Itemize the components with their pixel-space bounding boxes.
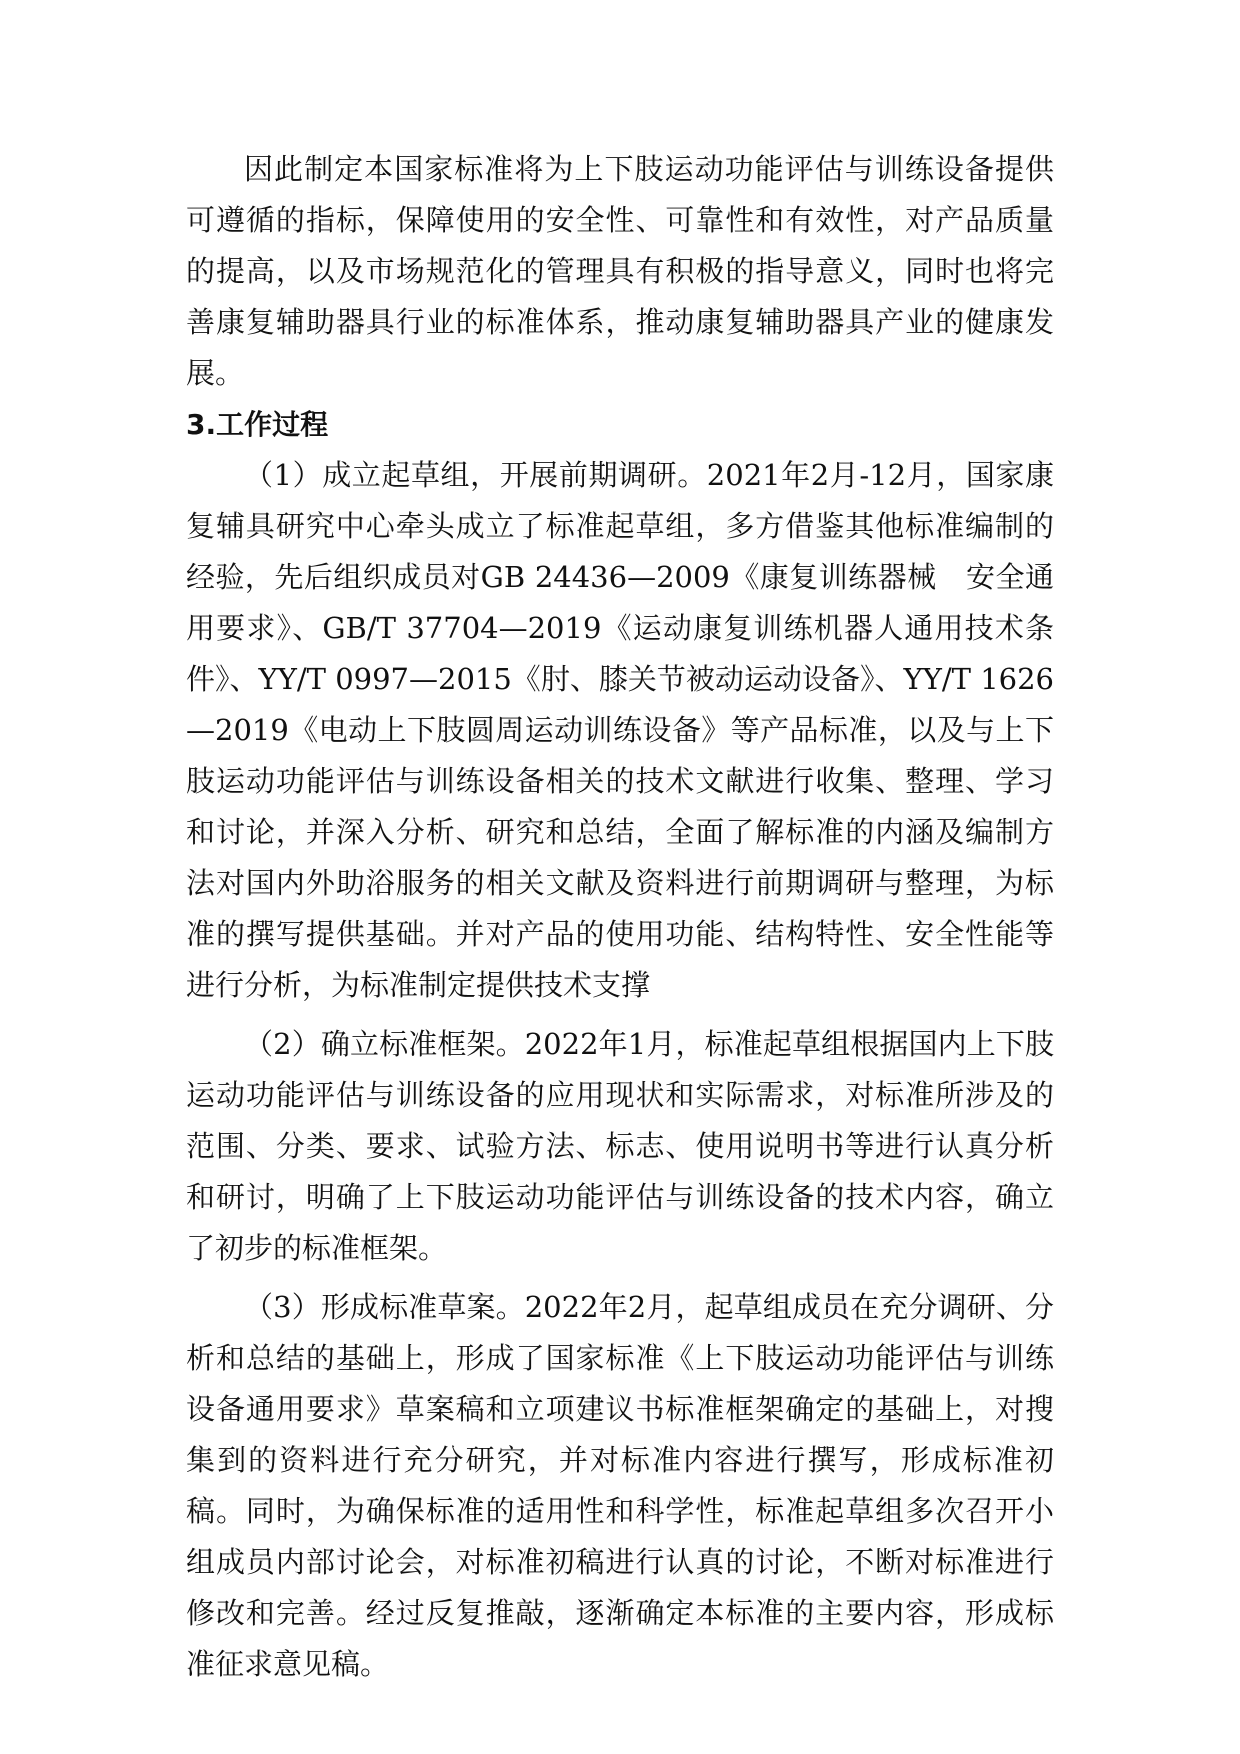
- intro-paragraph: 因此制定本国家标准将为上下肢运动功能评估与训练设备提供可遵循的指标，保障使用的安全性、可靠性和有效性，对产品质量的提高，以及市场规范化的管理具有积极的指导意义，同时也将完善康复辅助器具行业的标准体系，推动康复辅助器具产业的健康发展。: [186, 152, 1054, 390]
- paragraph-spacer: [186, 1011, 1054, 1019]
- paragraph-spacer: [186, 1274, 1054, 1282]
- section-heading: 3.工作过程: [186, 408, 329, 441]
- step-3-paragraph: （3）形成标准草案。2022年2月，起草组成员在充分调研、分析和总结的基础上，形成了国家标准《上下肢运动功能评估与训练设备通用要求》草案稿和立项建议书标准框架确定的基础上，对搜集到的资料进行充分研究，并对标准内容进行撰写，形成标准初稿。同时，为确保标准的适用性和科学性，标准起草组多次召开小组成员内部讨论会，对标准初稿进行认真的讨论，不断对标准进行修改和完善。经过反复推敲，逐渐确定本标准的主要内容，形成标准征求意见稿。: [186, 1290, 1054, 1681]
- document-body: [186, 144, 1054, 1690]
- step-2-paragraph: （2）确立标准框架。2022年1月，标准起草组根据国内上下肢运动功能评估与训练设备的应用现状和实际需求，对标准所涉及的范围、分类、要求、试验方法、标志、使用说明书等进行认真分析和研讨，明确了上下肢运动功能评估与训练设备的技术内容，确立了初步的标准框架。: [186, 1027, 1054, 1265]
- step-1-paragraph: （1）成立起草组，开展前期调研。2021年2月-12月，国家康复辅具研究中心牵头成立了标准起草组，多方借鉴其他标准编制的经验，先后组织成员对GB 24436—2009《康复训练器械 安全通用要求》、GB/T 37704—2019《运动康复训练机器人通用技术条件》、YY/T 0997—2015《肘、膝关节被动运动设备》、YY/T 1626—2019《电动上下肢圆周运动训练设备》等产品标准，以及与上下肢运动功能评估与训练设备相关的技术文献进行收集、整理、学习和讨论，并深入分析、研究和总结，全面了解标准的内涵及编制方法对国内外助浴服务的相关文献及资料进行前期调研与整理，为标准的撰写提供基础。并对产品的使用功能、结构特性、安全性能等进行分析，为标准制定提供技术支撑: [186, 458, 1054, 1002]
